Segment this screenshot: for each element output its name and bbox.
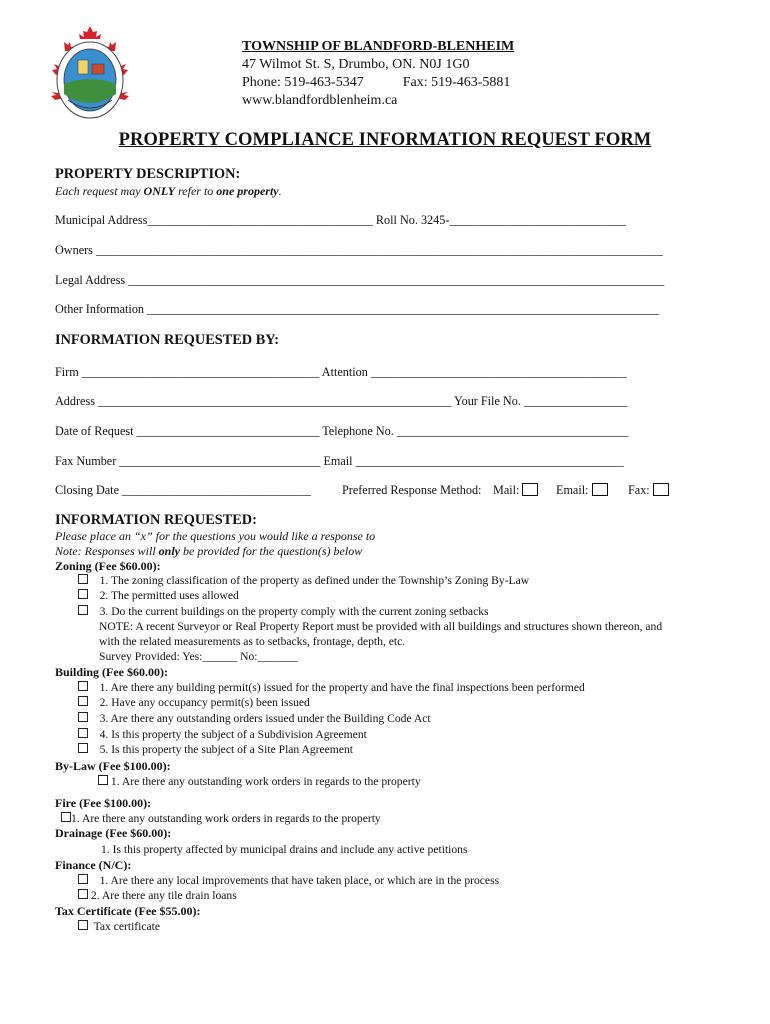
fax-number-field[interactable]: Fax Number _________________________________ Email ____________________________________________ — [55, 454, 624, 468]
survey-provided-field[interactable]: Survey Provided: Yes:______ No:_______ — [99, 650, 299, 663]
tax-certificate-option[interactable] — [78, 920, 160, 934]
zoning-question-2[interactable] — [78, 589, 239, 603]
fax-number: Fax: 519-463-5881 — [402, 75, 511, 90]
fax-checkbox[interactable] — [653, 483, 669, 496]
question-text: 2. Are there any tile drain loans — [90, 889, 237, 902]
mail-option[interactable] — [493, 483, 538, 498]
note-text: be provided for the question(s) below — [180, 544, 363, 558]
zoning-heading: Zoning (Fee $60.00): — [55, 559, 161, 573]
checkbox[interactable] — [78, 605, 88, 615]
address-field[interactable]: Address __________________________________________________________ Your File No. _________________ — [55, 394, 628, 408]
fire-heading: Fire (Fee $100.00): — [55, 796, 152, 810]
requested-by-heading: INFORMATION REQUESTED BY: — [55, 332, 280, 348]
checkbox[interactable] — [78, 574, 88, 584]
phone-number: Phone: 519-463-5347 — [242, 75, 364, 90]
drainage-question-1[interactable]: 1. Is this property affected by municipal drains and include any active petitions — [101, 843, 468, 856]
fax-label: Fax: — [628, 483, 650, 497]
building-question-3[interactable] — [78, 712, 431, 726]
checkbox[interactable] — [78, 712, 88, 722]
question-text: 4. Is this property the subject of a Subdivision Agreement — [99, 728, 367, 741]
fax-option[interactable] — [628, 483, 669, 498]
question-text: 1. Are there any outstanding work orders in regards to the property — [110, 775, 421, 788]
zoning-question-3[interactable] — [78, 605, 489, 619]
question-text: 3. Are there any outstanding orders issued under the Building Code Act — [99, 712, 431, 725]
bylaw-question-1[interactable] — [98, 775, 421, 789]
question-text: Tax certificate — [93, 920, 161, 933]
tax-certificate-heading: Tax Certificate (Fee $55.00): — [55, 904, 201, 918]
survey-note-line-1: NOTE: A recent Surveyor or Real Property Report must be provided with all buildings and structures shown thereon, and — [99, 620, 663, 633]
question-text: 3. Do the current buildings on the property comply with the current zoning setbacks — [99, 605, 489, 618]
building-question-5[interactable] — [78, 743, 353, 757]
other-information-field[interactable]: Other Information ____________________________________________________________________________________ — [55, 302, 659, 316]
note-emphasis: only — [158, 544, 181, 558]
question-text: 2. The permitted uses allowed — [99, 589, 239, 602]
bylaw-heading: By-Law (Fee $100.00): — [55, 759, 171, 773]
website[interactable]: www.blandfordblenheim.ca — [242, 93, 398, 108]
note-text: refer to — [175, 184, 217, 198]
form-title: PROPERTY COMPLIANCE INFORMATION REQUEST FORM — [118, 130, 652, 150]
firm-field[interactable]: Firm _______________________________________ Attention __________________________________________ — [55, 365, 627, 379]
zoning-question-1[interactable] — [78, 574, 529, 588]
finance-question-1[interactable] — [78, 874, 499, 888]
question-text: 2. Have any occupancy permit(s) been issued — [99, 696, 310, 709]
checkbox[interactable] — [61, 812, 71, 822]
mail-label: Mail: — [493, 483, 520, 497]
question-text: 1. Are there any building permit(s) issued for the property and have the final inspections been performed — [99, 681, 585, 694]
finance-heading: Finance (N/C): — [55, 858, 132, 872]
township-name: TOWNSHIP OF BLANDFORD-BLENHEIM — [242, 39, 515, 54]
building-question-4[interactable] — [78, 728, 367, 742]
instruction-note: Please place an “x” for the questions you would like a response to — [55, 529, 376, 543]
note-text: Each request may — [55, 184, 144, 198]
contact-row — [242, 74, 514, 92]
checkbox[interactable] — [78, 589, 88, 599]
question-text: 5. Is this property the subject of a Site Plan Agreement — [99, 743, 353, 756]
finance-question-2[interactable] — [78, 889, 237, 903]
checkbox[interactable] — [78, 681, 88, 691]
municipal-address-field[interactable]: Municipal Address_____________________________________ Roll No. 3245-_____________________________ — [55, 213, 627, 227]
owners-field[interactable]: Owners _____________________________________________________________________________________________ — [55, 243, 663, 257]
note-text: . — [278, 184, 282, 198]
letterhead — [242, 38, 514, 110]
date-of-request-field[interactable]: Date of Request ______________________________ Telephone No. ______________________________________ — [55, 424, 629, 438]
legal-address-field[interactable]: Legal Address ________________________________________________________________________________________ — [55, 273, 665, 287]
checkbox[interactable] — [78, 696, 88, 706]
township-crest-icon — [44, 24, 136, 124]
question-text: 1. Are there any outstanding work orders in regards to the property — [71, 812, 381, 825]
drainage-heading: Drainage (Fee $60.00): — [55, 826, 172, 840]
checkbox[interactable] — [78, 874, 88, 884]
email-checkbox[interactable] — [592, 483, 608, 496]
survey-note-line-2: with the related measurements as to setbacks, frontage, depth, etc. — [99, 635, 406, 648]
building-heading: Building (Fee $60.00): — [55, 665, 168, 679]
checkbox[interactable] — [98, 775, 108, 785]
note-emphasis: one property — [216, 184, 279, 198]
mail-checkbox[interactable] — [522, 483, 538, 496]
checkbox[interactable] — [78, 889, 88, 899]
township-address: 47 Wilmot St. S, Drumbo, ON. N0J 1G0 — [242, 57, 470, 72]
checkbox[interactable] — [78, 728, 88, 738]
preferred-method-label: Preferred Response Method: — [342, 483, 482, 497]
building-question-1[interactable] — [78, 681, 585, 695]
question-text: 1. The zoning classification of the property as defined under the Township’s Zoning By-Law — [99, 574, 530, 587]
information-requested-heading: INFORMATION REQUESTED: — [55, 512, 257, 528]
property-heading: PROPERTY DESCRIPTION: — [55, 166, 241, 182]
checkbox[interactable] — [78, 743, 88, 753]
note-emphasis: ONLY — [143, 184, 176, 198]
building-question-2[interactable] — [78, 696, 310, 710]
closing-date-field[interactable]: Closing Date _______________________________ — [55, 483, 311, 497]
property-note — [55, 184, 282, 199]
note-text: Note: Responses will — [55, 544, 159, 558]
email-option[interactable] — [556, 483, 608, 498]
responses-note — [55, 544, 362, 559]
fire-question-1[interactable] — [61, 812, 381, 826]
email-label: Email: — [556, 483, 589, 497]
checkbox[interactable] — [78, 920, 88, 930]
question-text: 1. Are there any local improvements that have taken place, or which are in the process — [99, 874, 500, 887]
